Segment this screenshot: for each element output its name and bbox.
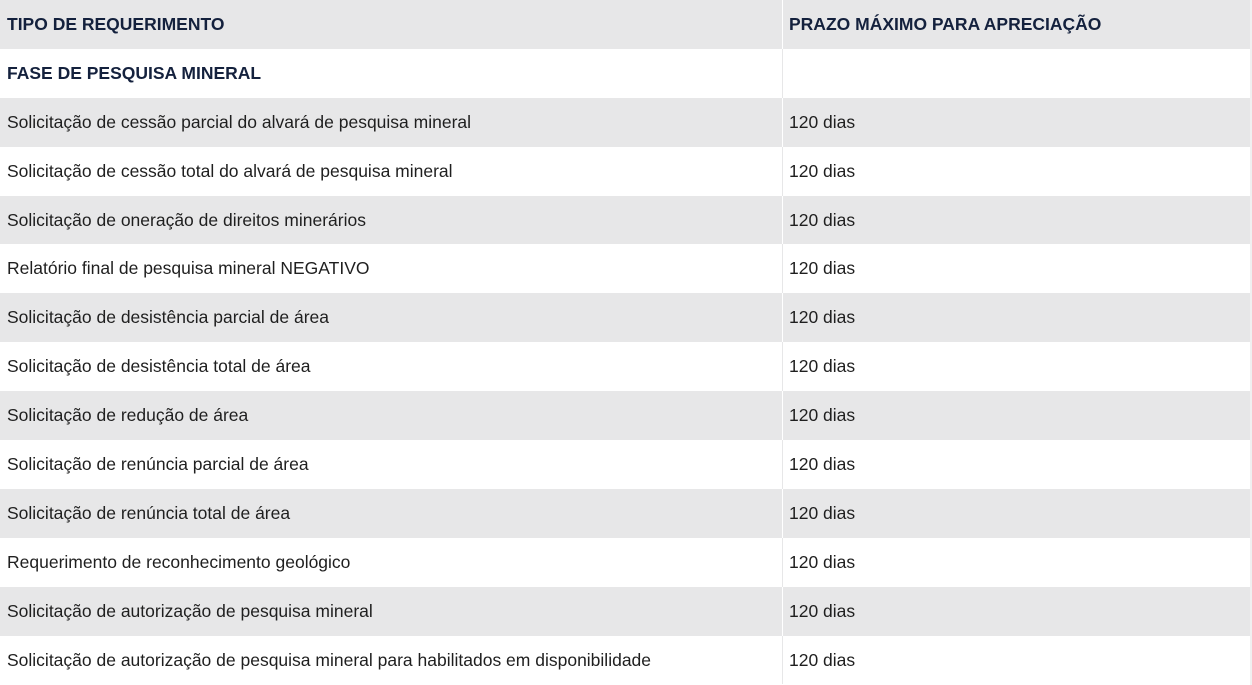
tipo-cell: Relatório final de pesquisa mineral NEGATIVO xyxy=(7,258,370,279)
table-row xyxy=(0,538,1250,587)
table-row xyxy=(0,98,1250,147)
prazo-cell: 120 dias xyxy=(782,391,1250,440)
prazo-cell: 120 dias xyxy=(782,342,1250,391)
prazo-cell: 120 dias xyxy=(782,293,1250,342)
table-row xyxy=(0,196,1250,245)
prazo-cell: 120 dias xyxy=(782,98,1250,147)
prazo-cell: 120 dias xyxy=(782,147,1250,196)
table-row xyxy=(0,244,1250,293)
tipo-cell: Solicitação de autorização de pesquisa mineral para habilitados em disponibilidade xyxy=(7,649,652,670)
table-row xyxy=(0,293,1250,342)
section-row xyxy=(0,49,1250,98)
tipo-cell: Solicitação de oneração de direitos minerários xyxy=(7,209,366,230)
tipo-cell: Solicitação de renúncia total de área xyxy=(7,502,291,523)
tipo-cell: Solicitação de autorização de pesquisa mineral xyxy=(7,600,373,621)
tipo-cell: Solicitação de cessão parcial do alvará de pesquisa mineral xyxy=(7,111,472,132)
header-prazo-maximo: PRAZO MÁXIMO PARA APRECIAÇÃO xyxy=(782,0,1250,49)
tipo-cell: Solicitação de redução de área xyxy=(7,405,249,426)
prazo-cell: 120 dias xyxy=(782,538,1250,587)
table-row xyxy=(0,587,1250,636)
prazo-cell: 120 dias xyxy=(782,244,1250,293)
table-row xyxy=(0,391,1250,440)
table-row xyxy=(0,342,1250,391)
tipo-cell: Solicitação de desistência total de área xyxy=(7,356,311,377)
table-header-row xyxy=(0,0,1250,49)
tipo-cell: Solicitação de renúncia parcial de área xyxy=(7,453,309,474)
table-row xyxy=(0,147,1250,196)
tipo-cell: Solicitação de cessão total do alvará de pesquisa mineral xyxy=(7,160,453,181)
tipo-cell: Requerimento de reconhecimento geológico xyxy=(7,551,351,572)
prazo-cell: 120 dias xyxy=(782,196,1250,245)
prazo-cell: 120 dias xyxy=(782,636,1250,685)
prazo-cell: 120 dias xyxy=(782,587,1250,636)
table-row xyxy=(0,636,1250,685)
tipo-cell: Solicitação de desistência parcial de área xyxy=(7,307,329,328)
table-row xyxy=(0,440,1250,489)
prazo-cell: 120 dias xyxy=(782,440,1250,489)
prazo-cell: 120 dias xyxy=(782,489,1250,538)
header-tipo-de-requerimento: TIPO DE REQUERIMENTO xyxy=(7,13,225,34)
section-value xyxy=(782,49,1250,98)
section-title: FASE DE PESQUISA MINERAL xyxy=(7,62,262,83)
table-row xyxy=(0,489,1250,538)
